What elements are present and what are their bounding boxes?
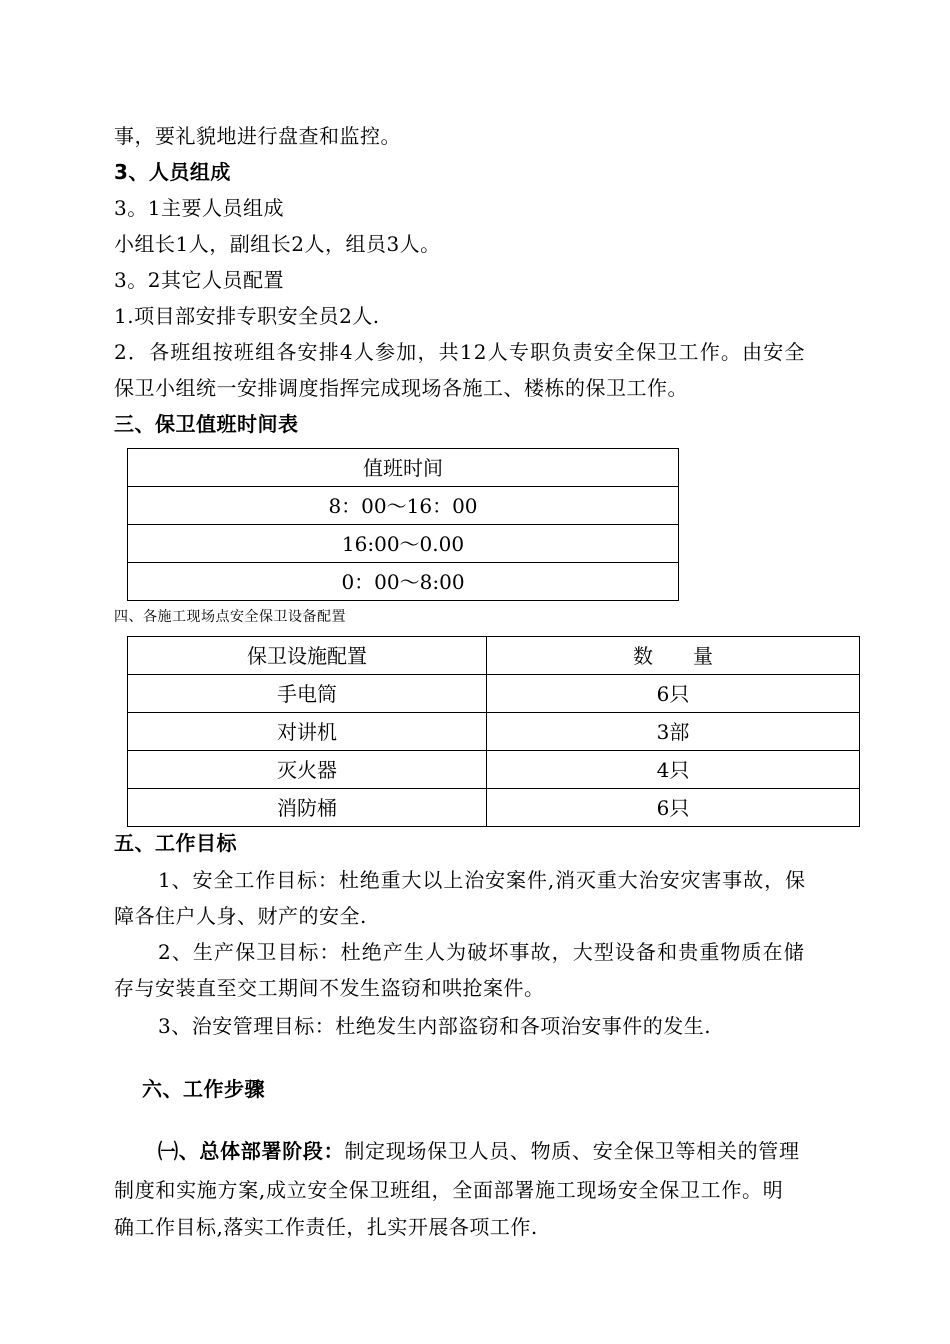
section-3-2-item-2-line-1: 2．各班组按班组各安排4人参加，共12人专职负责安全保卫工作。由安全 [114, 340, 806, 364]
step-1-label: ㈠、总体部署阶段： [158, 1139, 345, 1163]
equipment-item: 对讲机 [128, 713, 487, 751]
section-3-1-text: 小组长1人，副组长2人，组员3人。 [114, 232, 441, 256]
duty-table-row: 16:00～0.00 [128, 525, 679, 563]
section-3-heading: 3、人员组成 [114, 160, 231, 184]
section-liu-heading: 六、工作步骤 [142, 1077, 265, 1101]
step-1-line-3: 确工作目标,落实工作责任，扎实开展各项工作. [114, 1215, 538, 1239]
section-si-heading: 四、各施工现场点安全保卫设备配置 [114, 609, 346, 625]
step-1-line-1-text: 制定现场保卫人员、物质、安全保卫等相关的管理 [344, 1139, 800, 1163]
equipment-qty: 3部 [487, 713, 860, 751]
section-3-2-title: 3。2其它人员配置 [114, 268, 284, 292]
equipment-qty: 4只 [487, 751, 860, 789]
duty-table-row: 8：00～16：00 [128, 487, 679, 525]
section-3-1-title: 3。1主要人员组成 [114, 196, 284, 220]
equipment-qty: 6只 [487, 675, 860, 713]
section-3-2-item-1: 1.项目部安排专职安全员2人. [114, 304, 380, 328]
goal-1-line-2: 障各住户人身、财产的安全. [114, 904, 367, 928]
duty-time-table [127, 448, 679, 601]
step-1-line-2: 制度和实施方案,成立安全保卫班组，全面部署施工现场安全保卫工作。明 [114, 1178, 784, 1202]
equipment-qty: 6只 [487, 789, 860, 827]
step-1-line-1 [158, 1133, 800, 1169]
duty-table-row: 0：00～8:00 [128, 563, 679, 601]
equipment-item: 手电筒 [128, 675, 487, 713]
goal-2-line-2: 存与安装直至交工期间不发生盗窃和哄抢案件。 [114, 976, 545, 1000]
section-san-heading: 三、保卫值班时间表 [114, 412, 299, 436]
intro-tail: 事，要礼貌地进行盘查和监控。 [114, 124, 401, 148]
equipment-table [127, 636, 860, 827]
duty-table-header: 值班时间 [128, 449, 679, 487]
equipment-item: 灭火器 [128, 751, 487, 789]
goal-2-line-1: 2、生产保卫目标：杜绝产生人为破坏事故，大型设备和贵重物质在储 [158, 940, 805, 964]
equipment-col-header-qty: 数 量 [487, 637, 860, 675]
section-3-2-item-2-line-2: 保卫小组统一安排调度指挥完成现场各施工、楼栋的保卫工作。 [114, 376, 688, 400]
equipment-col-header-item: 保卫设施配置 [128, 637, 487, 675]
goal-1-line-1: 1、安全工作目标：杜绝重大以上治安案件,消灭重大治安灾害事故，保 [158, 868, 806, 892]
section-wu-heading: 五、工作目标 [114, 831, 237, 855]
equipment-item: 消防桶 [128, 789, 487, 827]
goal-3-line-1: 3、治安管理目标：杜绝发生内部盗窃和各项治安事件的发生. [158, 1014, 712, 1038]
